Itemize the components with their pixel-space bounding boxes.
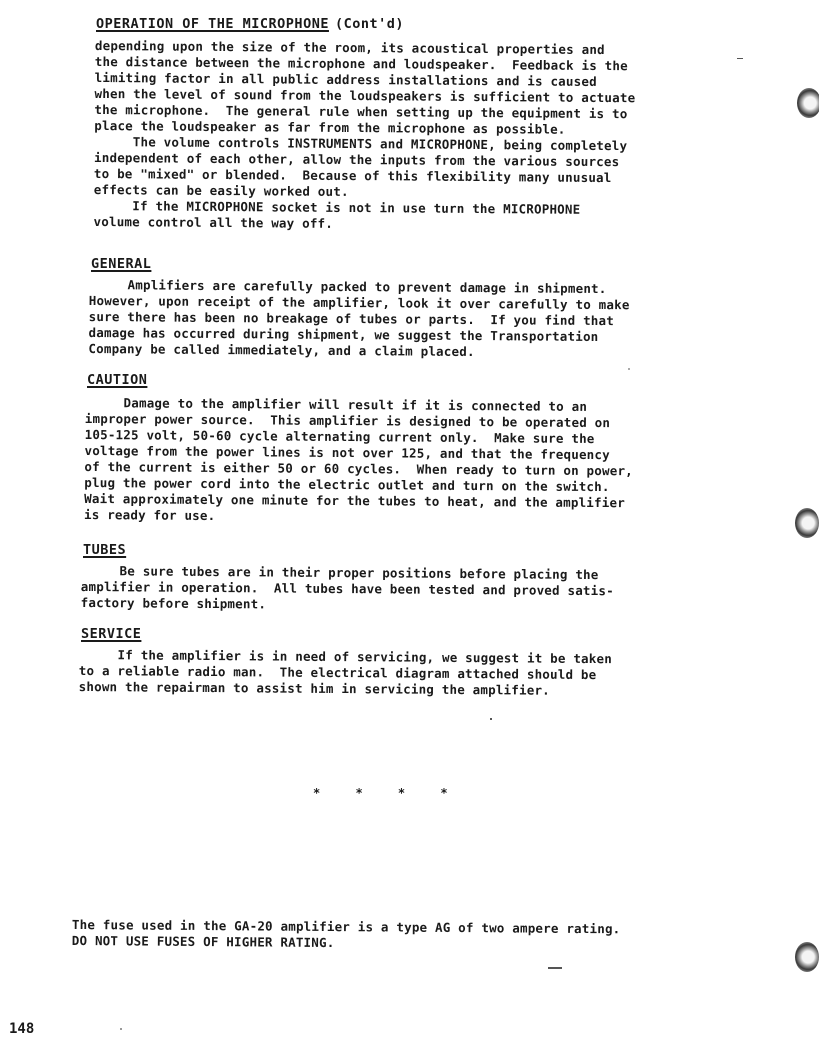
text-line: sure there has been no breakage of tubes or parts. If you find that [88, 308, 615, 329]
section-separator: * * * * [313, 786, 462, 800]
text-line: volume control all the way off. [93, 213, 334, 231]
text-line: to be "mixed" or blended. Because of this flexibility many unusual [93, 165, 612, 186]
text-line: the microphone. The general rule when setting up the equipment is to [94, 101, 628, 122]
text-line: to a reliable radio man. The electrical diagram attached should be [78, 662, 597, 683]
text-line: place the loudspeaker as far from the microphone as possible. [94, 117, 566, 137]
text-line: is ready for use. [84, 506, 216, 524]
section-title-operation [96, 16, 404, 32]
text-line: plug the power cord into the electric outlet and turn on the switch. [84, 474, 610, 495]
text-line: Company be called immediately, and a claim placed. [88, 340, 475, 360]
text-line: effects can be easily worked out. [93, 181, 349, 199]
text-line: If the MICROPHONE socket is not in use turn the MICROPHONE [93, 197, 581, 217]
text-line: damage has occurred during shipment, we suggest the Transportation [88, 324, 599, 345]
text-line: the distance between the microphone and loudspeaker. Feedback is the [94, 53, 628, 74]
scan-speck [737, 58, 743, 59]
text-line: The volume controls INSTRUMENTS and MICROPHONE, being completely [94, 133, 628, 154]
scan-speck [628, 368, 630, 370]
text-line: shown the repairman to assist him in servicing the amplifier. [78, 678, 550, 698]
paragraph-caution [84, 395, 634, 527]
text-line: factory before shipment. [80, 594, 267, 612]
paragraph-tubes [81, 563, 614, 615]
section-title-general: GENERAL [91, 256, 152, 272]
section-title-service: SERVICE [81, 626, 142, 642]
text-line: improper power source. This amplifier is designed to be operated on [84, 410, 611, 431]
scan-speck [548, 967, 562, 969]
scan-speck [120, 1028, 122, 1030]
binder-hole-top [797, 88, 819, 118]
paragraph-general [88, 277, 629, 361]
text-line: limiting factor in all public address installations and is caused [94, 69, 597, 89]
text-line: Damage to the amplifier will result if it is connected to an [84, 395, 588, 414]
text-line: If the amplifier is in need of servicing, we suggest it be taken [78, 647, 613, 667]
text-line: voltage from the power lines is not over 125, and that the frequency [84, 442, 610, 463]
page-number: 148 [9, 1021, 35, 1037]
text-line: DO NOT USE FUSES OF HIGHER RATING. [71, 932, 335, 951]
paragraph-operation [93, 38, 635, 234]
binder-hole-middle [795, 508, 819, 538]
text-line: Wait approximately one minute for the tubes to heat, and the amplifier [84, 490, 626, 511]
text-line: However, upon receipt of the amplifier, look it over carefully to make [88, 292, 630, 313]
text-line: 105-125 volt, 50-60 cycle alternating current only. Make sure the [84, 426, 595, 447]
text-line: depending upon the size of the room, its acoustical properties and [94, 38, 605, 58]
paragraph-service [79, 647, 612, 699]
text-line: Be sure tubes are in their proper positions before placing the [80, 563, 599, 583]
paragraph-fuse-note [72, 917, 621, 953]
binder-hole-bottom [795, 942, 819, 972]
text-line: Amplifiers are carefully packed to prevent damage in shipment. [88, 277, 607, 297]
text-line: when the level of sound from the loudspeakers is sufficient to actuate [94, 85, 636, 106]
text-line: independent of each other, allow the inputs from the various sources [94, 149, 620, 170]
text-line: amplifier in operation. All tubes have been tested and proved satis- [80, 578, 614, 599]
section-title-operation-text: OPERATION OF THE MICROPHONE [96, 16, 329, 32]
section-title-tubes: TUBES [83, 542, 127, 558]
text-line: of the current is either 50 or 60 cycles. When ready to turn on power, [84, 458, 634, 479]
section-title-continued: (Cont'd) [334, 16, 404, 32]
scan-speck [490, 718, 492, 720]
section-title-caution: CAUTION [87, 372, 148, 388]
text-line: The fuse used in the GA-20 amplifier is a type AG of two ampere rating. [71, 917, 621, 937]
